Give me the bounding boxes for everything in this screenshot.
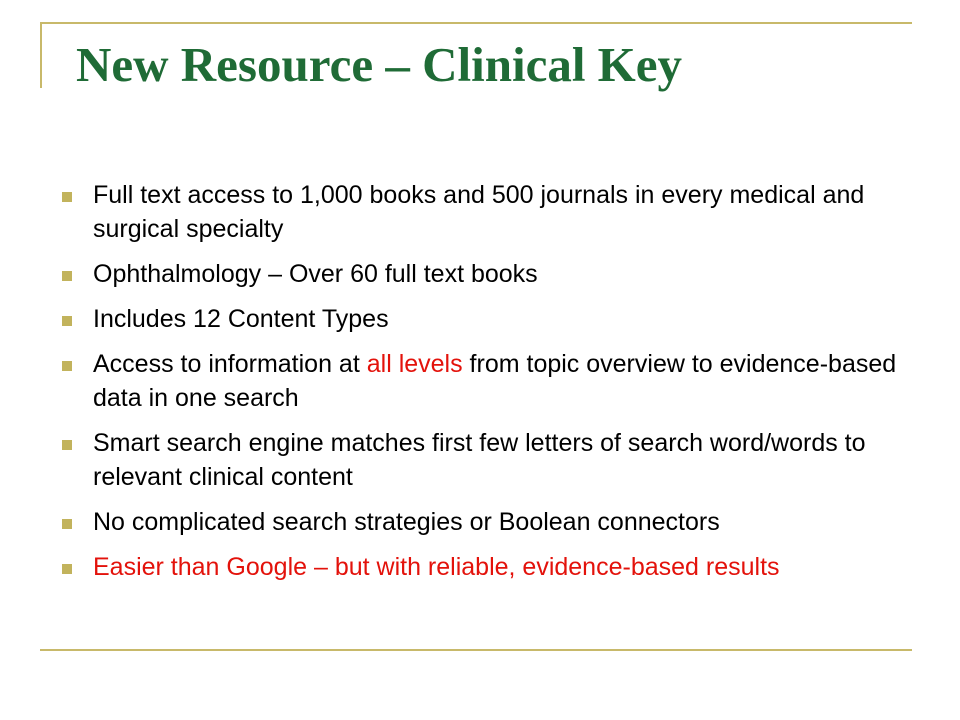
bullet-item-easier-than-google — [62, 550, 902, 584]
square-bullet-icon — [62, 316, 72, 326]
bullet-item-smart-search — [62, 426, 902, 494]
square-bullet-icon — [62, 271, 72, 281]
bullet-text-before: Access to information at — [93, 350, 367, 378]
highlight-all-levels: all levels — [366, 350, 463, 378]
frame-bottom-rule — [40, 649, 912, 651]
bullet-item-full-text-access — [62, 178, 902, 246]
bullet-item-no-complicated-search — [62, 505, 902, 539]
bullet-text-after: from topic overview to evidence-based data in one search — [93, 350, 897, 412]
bullet-text: Includes 12 Content Types — [93, 305, 389, 333]
bullet-item-ophthalmology — [62, 257, 902, 291]
square-bullet-icon — [62, 440, 72, 450]
square-bullet-icon — [62, 564, 72, 574]
square-bullet-icon — [62, 361, 72, 371]
frame-left-rule — [40, 22, 42, 88]
bullet-item-content-types — [62, 302, 902, 336]
slide-title: New Resource – Clinical Key — [76, 37, 683, 92]
bullet-text: No complicated search strategies or Boolean connectors — [93, 508, 720, 536]
square-bullet-icon — [62, 519, 72, 529]
bullet-text: Smart search engine matches first few letters of search word/words to relevant clinical content — [93, 429, 866, 491]
bullet-list — [62, 178, 902, 595]
bullet-text: Full text access to 1,000 books and 500 journals in every medical and surgical specialty — [93, 181, 865, 243]
bullet-text: Easier than Google – but with reliable, evidence-based results — [93, 553, 780, 581]
square-bullet-icon — [62, 192, 72, 202]
bullet-text: Ophthalmology – Over 60 full text books — [93, 260, 538, 288]
frame-top-rule — [40, 22, 912, 24]
bullet-item-all-levels — [62, 347, 902, 415]
